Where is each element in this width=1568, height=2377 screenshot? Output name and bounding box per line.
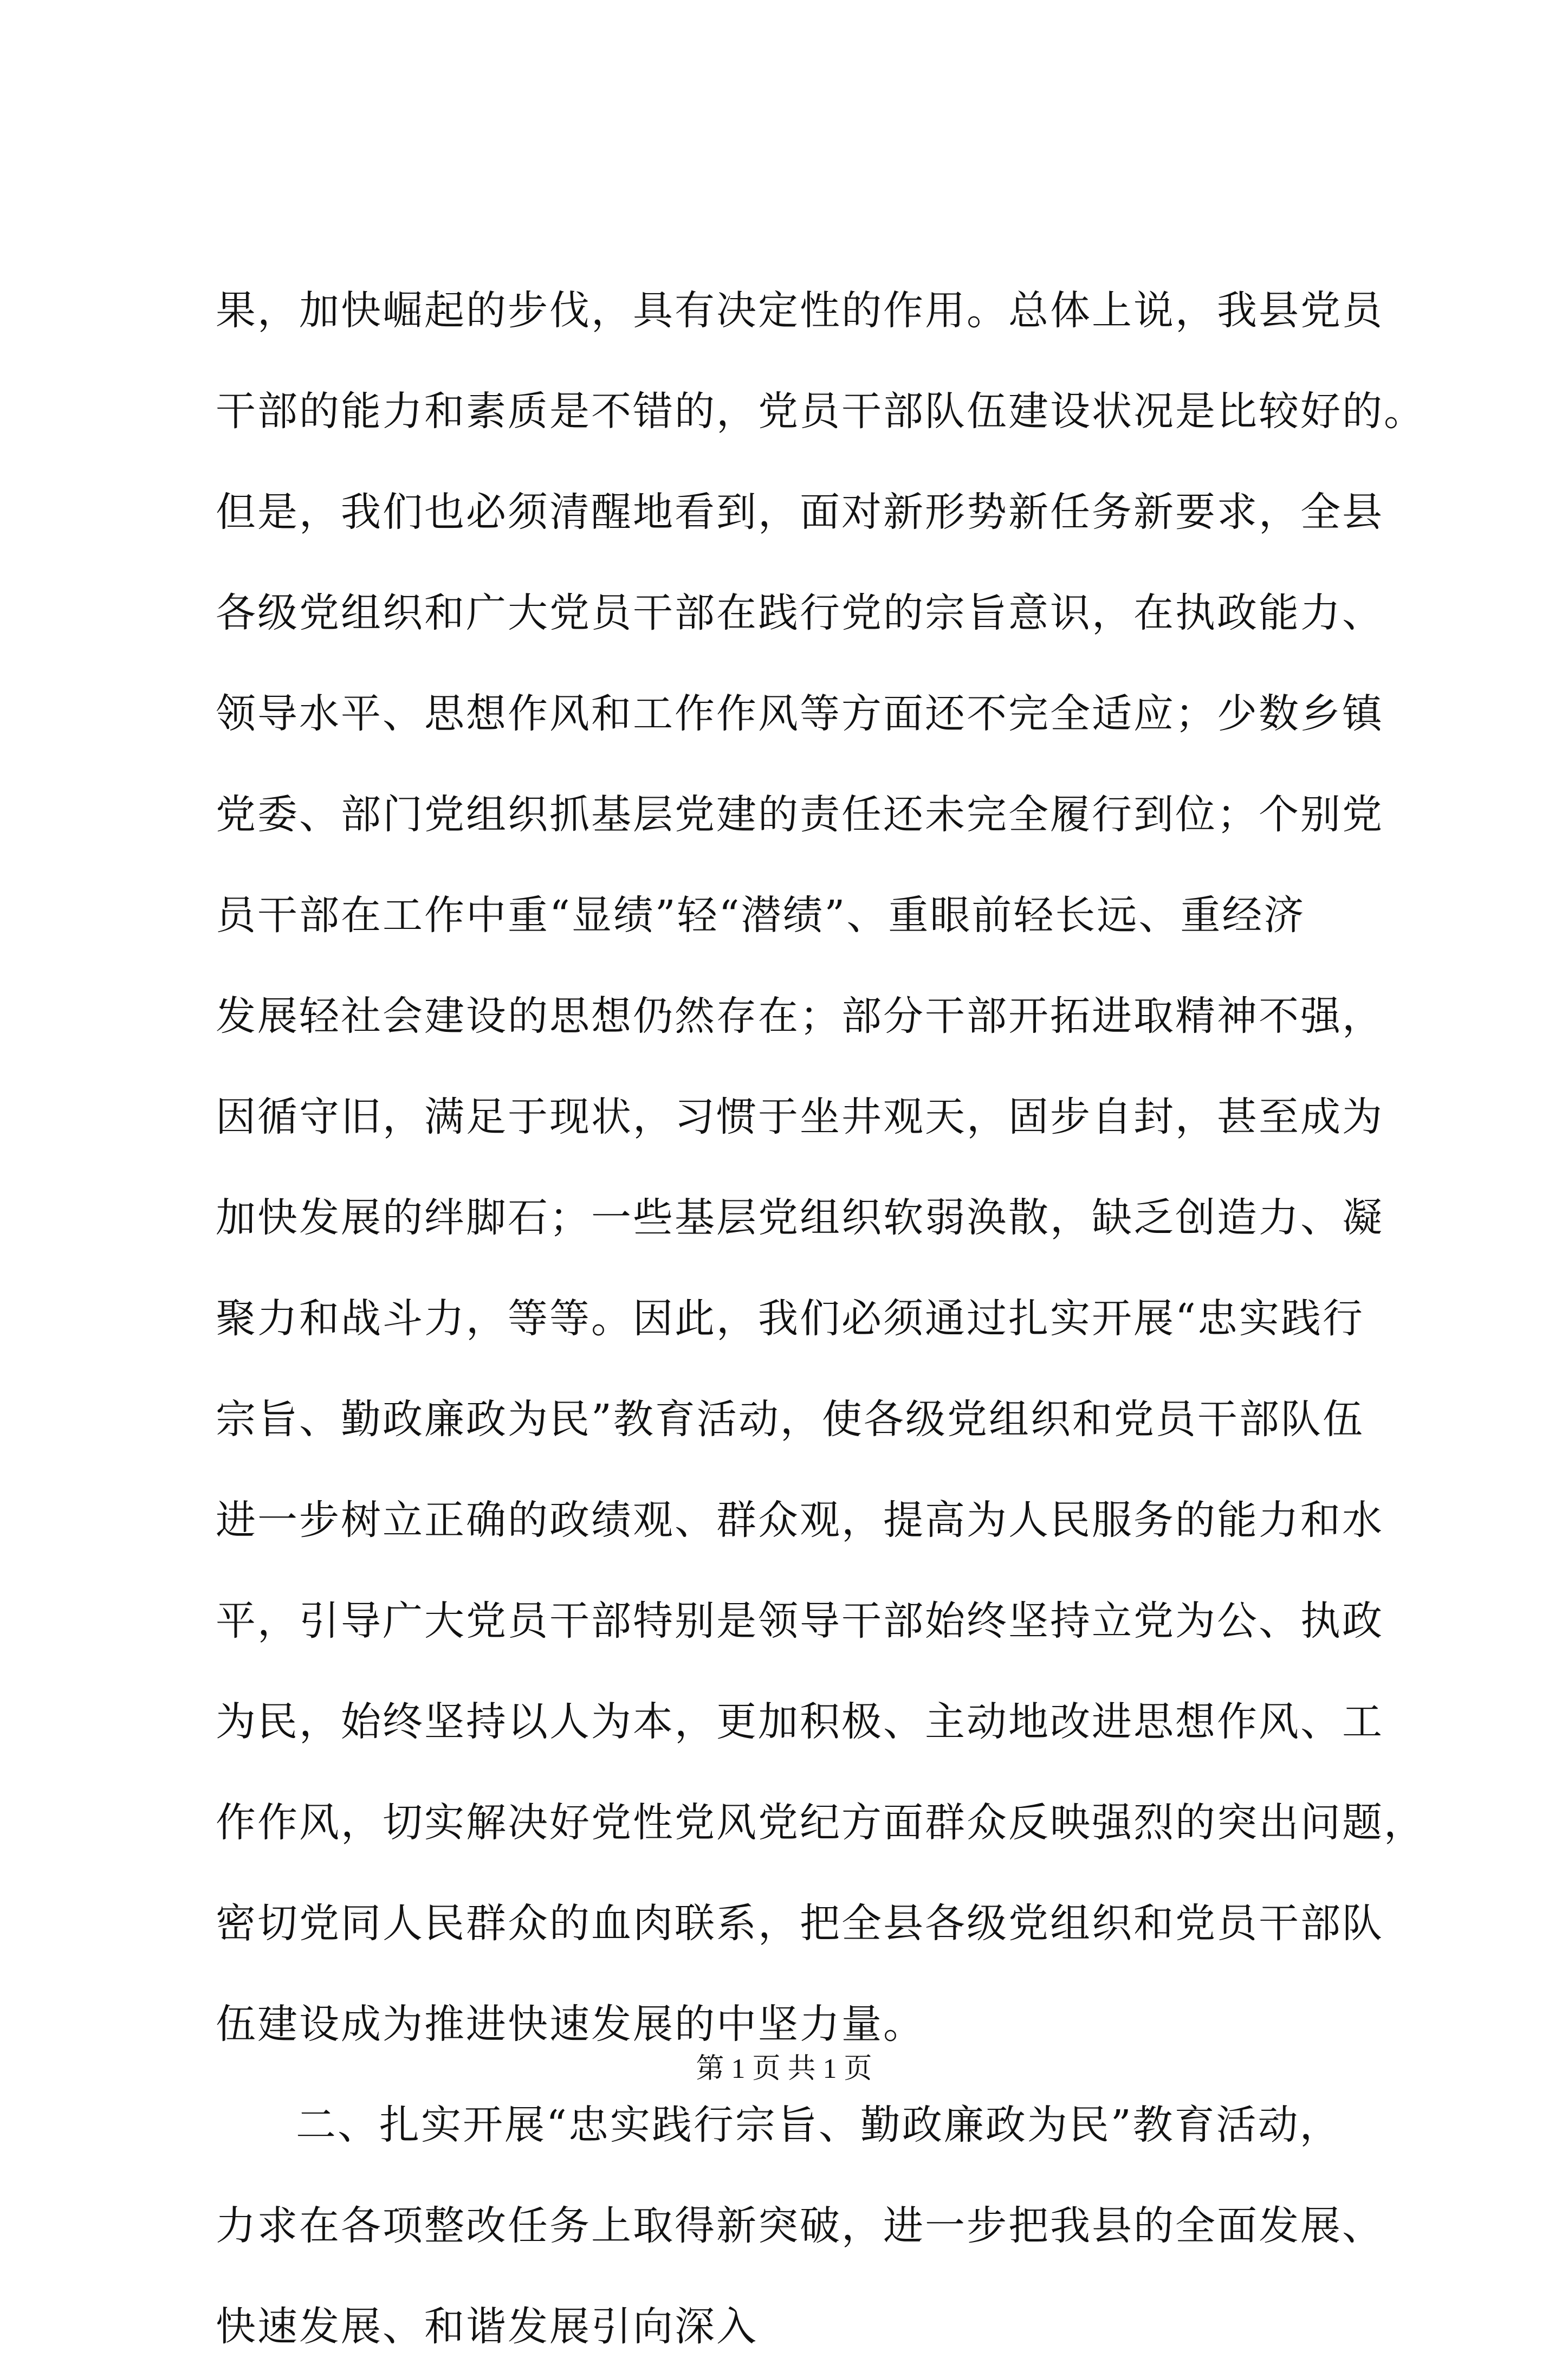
text-line: 宗旨、勤政廉政为民”教育活动，使各级党组织和党员干部队伍 bbox=[216, 1396, 1364, 1443]
text-line: 为民，始终坚持以人为本，更加积极、主动地改进思想作风、工 bbox=[216, 1698, 1384, 1745]
text-line: 员干部在工作中重“显绩”轻“潜绩”、重眼前轻长远、重经济 bbox=[216, 892, 1306, 939]
text-line: 各级党组织和广大党员干部在践行党的宗旨意识，在执政能力、 bbox=[216, 590, 1384, 636]
text-line: 发展轻社会建设的思想仍然存在；部分干部开拓进取精神不强， bbox=[216, 993, 1384, 1039]
text-line: 党委、部门党组织抓基层党建的责任还未完全履行到位；个别党 bbox=[216, 791, 1384, 838]
text-line: 干部的能力和素质是不错的，党员干部队伍建设状况是比较好的。 bbox=[216, 388, 1426, 435]
text-line: 但是，我们也必须清醒地看到，面对新形势新任务新要求，全县 bbox=[216, 489, 1384, 535]
text-line: 果，加快崛起的步伐，具有决定性的作用。总体上说，我县党员 bbox=[216, 287, 1384, 334]
text-line: 进一步树立正确的政绩观、群众观，提高为人民服务的能力和水 bbox=[216, 1497, 1384, 1543]
text-line: 平，引导广大党员干部特别是领导干部始终坚持立党为公、执政 bbox=[216, 1598, 1384, 1644]
section-heading-line: 二、扎实开展“忠实践行宗旨、勤政廉政为民”教育活动， bbox=[296, 2102, 1342, 2148]
text-line: 伍建设成为推进快速发展的中坚力量。 bbox=[216, 2001, 925, 2047]
text-line: 密切党同人民群众的血肉联系，把全县各级党组织和党员干部队 bbox=[216, 1900, 1384, 1947]
text-line: 领导水平、思想作风和工作作风等方面还不完全适应；少数乡镇 bbox=[216, 690, 1384, 737]
text-line: 聚力和战斗力，等等。因此，我们必须通过扎实开展“忠实践行 bbox=[216, 1295, 1364, 1342]
text-line: 加快发展的绊脚石；一些基层党组织软弱涣散，缺乏创造力、凝 bbox=[216, 1194, 1384, 1241]
page-number-footer: 第 1 页 共 1 页 bbox=[696, 2053, 872, 2084]
text-line: 力求在各项整改任务上取得新突破，进一步把我县的全面发展、 bbox=[216, 2202, 1384, 2249]
text-line: 快速发展、和谐发展引向深入 bbox=[216, 2303, 758, 2350]
text-line: 作作风，切实解决好党性党风党纪方面群众反映强烈的突出问题， bbox=[216, 1799, 1426, 1846]
text-line: 因循守旧，满足于现状，习惯于坐井观天，固步自封，甚至成为 bbox=[216, 1094, 1384, 1140]
